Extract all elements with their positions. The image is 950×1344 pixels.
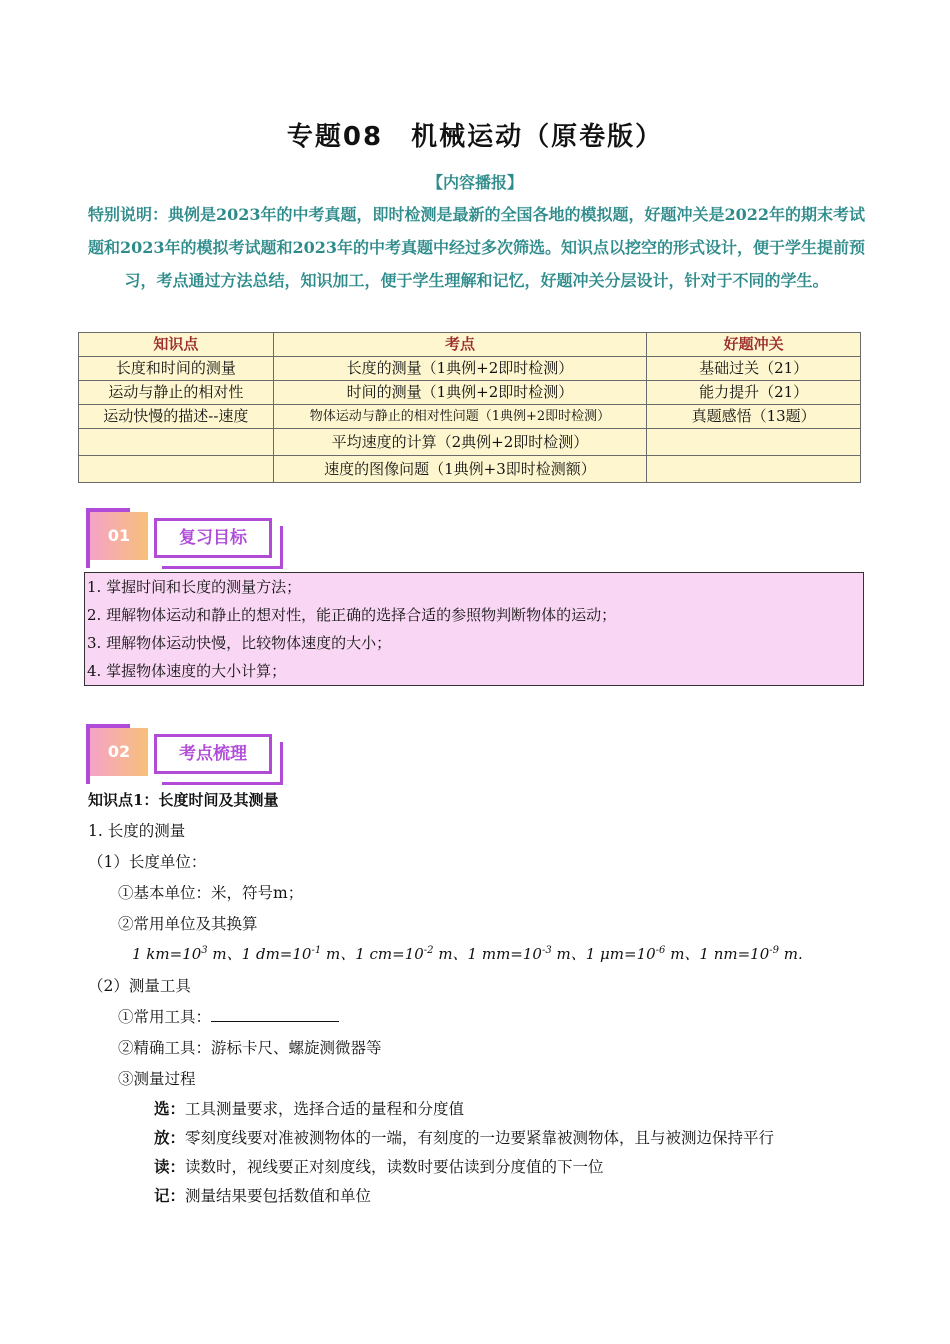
base-unit-line: ①基本单位：米，符号m； — [118, 884, 304, 902]
subheading-length-units: （1）长度单位： — [88, 853, 207, 871]
section-number: 02 — [90, 728, 148, 776]
formula-exponent: -1 — [311, 945, 322, 956]
formula-exponent: -2 — [423, 945, 434, 956]
overview-table — [78, 332, 861, 483]
table-row — [79, 429, 861, 456]
step-text: 测量结果要包括数值和单位 — [185, 1187, 372, 1205]
table-row — [79, 381, 861, 405]
section-label: 考点梳理 — [154, 734, 272, 774]
table-cell: 长度的测量（1典例+2即时检测） — [273, 357, 646, 381]
goal-item: 2. 理解物体运动和静止的想对性，能正确的选择合适的参照物判断物体的运动； — [87, 606, 617, 624]
step-text: 读数时，视线要正对刻度线，读数时要估读到分度值的下一位 — [185, 1158, 604, 1176]
goal-item: 1. 掌握时间和长度的测量方法； — [87, 578, 302, 596]
table-cell: 长度和时间的测量 — [79, 357, 274, 381]
table-cell: 运动与静止的相对性 — [79, 381, 274, 405]
step-key: 记： — [154, 1186, 186, 1205]
table-header: 知识点 — [79, 333, 274, 357]
table-cell: 物体运动与静止的相对性问题（1典例+2即时检测） — [273, 405, 646, 429]
table-header-row — [79, 333, 861, 357]
formula-unit: m. — [779, 945, 803, 963]
formula-unit: m、 — [665, 945, 700, 963]
formula-unit: m、 — [433, 945, 468, 963]
announcement-note: 特别说明：典例是2023年的中考真题，即时检测是最新的全国各地的模拟题，好题冲关是2022年的期末考试题和2023年的模拟考试题和2023年的中考真题中经过多次筛选。知识点以挖空的形式设计，便于学生提前预习，考点通过方法总结，知识加工，便于学生理解和记忆，好题冲关分层设计，针对于不同的学生。 — [87, 205, 866, 290]
formula-exponent: -9 — [769, 945, 780, 956]
heading-length-measure: 1. 长度的测量 — [88, 822, 186, 840]
table-cell: 平均速度的计算（2典例+2即时检测） — [273, 429, 646, 456]
knowledge-point-title: 知识点1：长度时间及其测量 — [88, 791, 279, 809]
step-text: 零刻度线要对准被测物体的一端，有刻度的一边要紧靠被测物体，且与被测边保持平行 — [185, 1129, 775, 1147]
step-key: 选： — [154, 1099, 186, 1118]
section-label: 复习目标 — [154, 518, 272, 558]
unit-conversion-formula — [132, 943, 803, 964]
formula-exponent: -3 — [541, 945, 552, 956]
table-cell — [79, 429, 274, 456]
formula-um: 1 μm=10 — [585, 945, 656, 963]
step-key: 放： — [154, 1128, 186, 1147]
fill-in-blank[interactable] — [211, 1007, 339, 1022]
formula-exponent: 3 — [201, 945, 208, 956]
formula-dm: 1 dm=10 — [241, 945, 312, 963]
review-goals-box — [84, 572, 864, 686]
table-row — [79, 405, 861, 429]
step-place — [154, 1126, 774, 1148]
table-header: 好题冲关 — [647, 333, 861, 357]
measuring-process-line: ③测量过程 — [118, 1070, 196, 1088]
formula-exponent: -6 — [655, 945, 666, 956]
table-cell — [647, 456, 861, 483]
section-number: 01 — [90, 512, 148, 560]
table-cell: 速度的图像问题（1典例+3即时检测额） — [273, 456, 646, 483]
table-header: 考点 — [273, 333, 646, 357]
table-cell: 运动快慢的描述--速度 — [79, 405, 274, 429]
page-title: 专题08 机械运动（原卷版） — [286, 122, 664, 152]
goal-item: 4. 掌握物体速度的大小计算； — [87, 662, 287, 680]
table-cell: 基础过关（21） — [647, 357, 861, 381]
formula-mm: 1 mm=10 — [467, 945, 542, 963]
common-units-line: ②常用单位及其换算 — [118, 915, 258, 933]
common-tools-label: ①常用工具： — [118, 1008, 212, 1026]
step-read — [154, 1155, 604, 1177]
table-cell: 时间的测量（1典例+2即时检测） — [273, 381, 646, 405]
step-select — [154, 1097, 464, 1119]
table-cell: 能力提升（21） — [647, 381, 861, 405]
step-key: 读： — [154, 1157, 186, 1176]
formula-unit: m、 — [551, 945, 586, 963]
goal-item: 3. 理解物体运动快慢，比较物体速度的大小； — [87, 634, 392, 652]
step-record — [154, 1184, 371, 1206]
common-tools-line — [118, 1005, 339, 1027]
formula-km: 1 km=10 — [132, 945, 202, 963]
announcement-heading: 【内容播报】 — [426, 173, 523, 192]
subheading-measuring-tools: （2）测量工具 — [88, 977, 191, 995]
table-cell — [79, 456, 274, 483]
step-text: 工具测量要求，选择合适的量程和分度值 — [185, 1100, 465, 1118]
precise-tools-line: ②精确工具：游标卡尺、螺旋测微器等 — [118, 1039, 382, 1057]
table-row — [79, 357, 861, 381]
formula-cm: 1 cm=10 — [355, 945, 424, 963]
table-row — [79, 456, 861, 483]
table-cell: 真题感悟（13题） — [647, 405, 861, 429]
formula-nm: 1 nm=10 — [699, 945, 770, 963]
formula-unit: m、 — [207, 945, 242, 963]
table-cell — [647, 429, 861, 456]
formula-unit: m、 — [321, 945, 356, 963]
